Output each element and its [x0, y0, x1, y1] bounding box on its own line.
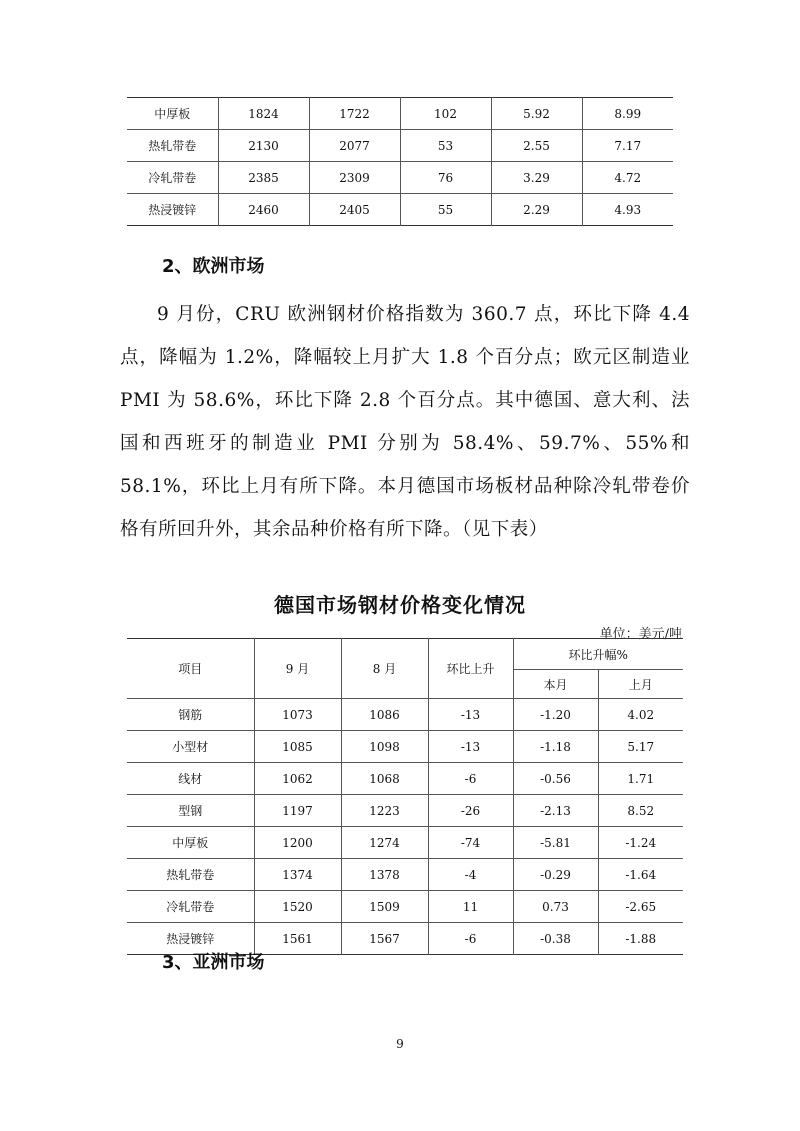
table-cell: -5.81 [513, 827, 598, 859]
header-last-month: 上月 [598, 670, 683, 699]
table-row [127, 699, 683, 731]
section-heading-europe: 2、欧洲市场 [162, 256, 265, 277]
table-cell: 1062 [254, 763, 341, 795]
table-row [127, 98, 673, 130]
table-cell: -1.88 [598, 923, 683, 955]
header-august: 8 月 [341, 639, 428, 699]
table-cell: 3.29 [491, 162, 582, 194]
header-september: 9 月 [254, 639, 341, 699]
table-cell: 8.99 [582, 98, 673, 130]
table-cell: 2.29 [491, 194, 582, 226]
header-this-month: 本月 [513, 670, 598, 699]
row-label-cell: 热浸镀锌 [127, 194, 218, 226]
table-cell: 2460 [218, 194, 309, 226]
row-label-cell: 中厚板 [127, 827, 254, 859]
germany-table-header [127, 639, 683, 699]
continued-price-table [127, 97, 673, 226]
table-cell: 2.55 [491, 130, 582, 162]
table-cell: -2.13 [513, 795, 598, 827]
row-label-cell: 热轧带卷 [127, 859, 254, 891]
table-cell: 1223 [341, 795, 428, 827]
table-cell: 4.72 [582, 162, 673, 194]
table-cell: 1274 [341, 827, 428, 859]
table-row [127, 795, 683, 827]
table-row [127, 763, 683, 795]
header-mom-change: 环比上升 [428, 639, 513, 699]
table-cell: 1520 [254, 891, 341, 923]
table-cell: 1378 [341, 859, 428, 891]
table-cell: -1.18 [513, 731, 598, 763]
table-cell: 1824 [218, 98, 309, 130]
table-cell: 1561 [254, 923, 341, 955]
table-cell: 11 [428, 891, 513, 923]
europe-market-paragraph: 9 月份，CRU 欧洲钢材价格指数为 360.7 点，环比下降 4.4 点，降幅为 1.2%，降幅较上月扩大 1.8 个百分点；欧元区制造业 PMI 为 58.6%，环比下降 2.8 个百分点。其中德国、意大利、法国和西班牙的制造业 PMI 分别为 58.4%、59.7%、55%和 58.1%，环比上月有所下降。本月德国市场板材品种除冷轧带卷价格有所回升外，其余品种价格有所下降。（见下表） [120, 304, 690, 540]
row-label-cell: 型钢 [127, 795, 254, 827]
row-label-cell: 钢筋 [127, 699, 254, 731]
page-number: 9 [396, 1037, 404, 1051]
table-cell: 1.71 [598, 763, 683, 795]
table-cell: 1374 [254, 859, 341, 891]
table-cell: -0.29 [513, 859, 598, 891]
table-cell: -13 [428, 731, 513, 763]
table-cell: 5.17 [598, 731, 683, 763]
continued-price-table-body [127, 98, 673, 226]
header-item: 项目 [178, 662, 203, 676]
table-cell: 53 [400, 130, 491, 162]
section-heading-asia: 3、亚洲市场 [162, 952, 265, 973]
table-cell: 2077 [309, 130, 400, 162]
germany-price-table-body [127, 699, 683, 955]
table-row [127, 731, 683, 763]
table-row [127, 130, 673, 162]
table-cell: 1086 [341, 699, 428, 731]
table-unit: 单位：美元/吨 [599, 627, 682, 642]
table-cell: 1567 [341, 923, 428, 955]
row-label-cell: 热轧带卷 [127, 130, 218, 162]
table-cell: 1098 [341, 731, 428, 763]
table-cell: -26 [428, 795, 513, 827]
table-cell: 2385 [218, 162, 309, 194]
table-cell: 8.52 [598, 795, 683, 827]
table-cell: 102 [400, 98, 491, 130]
table-cell: 1509 [341, 891, 428, 923]
table-cell: 1197 [254, 795, 341, 827]
table-cell: -6 [428, 763, 513, 795]
table-cell: 2309 [309, 162, 400, 194]
table-cell: -6 [428, 923, 513, 955]
table-cell: 4.02 [598, 699, 683, 731]
table-cell: 1068 [341, 763, 428, 795]
row-label-cell: 小型材 [127, 731, 254, 763]
row-label-cell: 中厚板 [154, 107, 191, 121]
table-cell: -0.56 [513, 763, 598, 795]
table-row [127, 827, 683, 859]
table-cell: -1.64 [598, 859, 683, 891]
table-cell: 0.73 [513, 891, 598, 923]
table-cell: 1085 [254, 731, 341, 763]
table-cell: 1722 [309, 98, 400, 130]
table-cell: -1.24 [598, 827, 683, 859]
table-row [127, 859, 683, 891]
table-row [127, 162, 673, 194]
table-cell: 1200 [254, 827, 341, 859]
row-label-cell: 冷轧带卷 [127, 162, 218, 194]
table-cell: -13 [428, 699, 513, 731]
table-cell: 7.17 [582, 130, 673, 162]
table-row [127, 194, 673, 226]
row-label-cell: 热浸镀锌 [127, 923, 254, 955]
table-cell: 55 [400, 194, 491, 226]
table-cell: 4.93 [582, 194, 673, 226]
table-cell: -1.20 [513, 699, 598, 731]
header-mom-pct: 环比升幅% [513, 639, 683, 670]
table-cell: 5.92 [491, 98, 582, 130]
germany-price-table [127, 638, 683, 955]
table-cell: 2130 [218, 130, 309, 162]
row-label-cell: 线材 [127, 763, 254, 795]
row-label-cell: 冷轧带卷 [127, 891, 254, 923]
table-title: 德国市场钢材价格变化情况 [274, 593, 526, 617]
table-cell: -74 [428, 827, 513, 859]
table-cell: -2.65 [598, 891, 683, 923]
table-cell: -4 [428, 859, 513, 891]
table-cell: 76 [400, 162, 491, 194]
table-cell: -0.38 [513, 923, 598, 955]
table-cell: 1073 [254, 699, 341, 731]
table-row [127, 891, 683, 923]
table-cell: 2405 [309, 194, 400, 226]
